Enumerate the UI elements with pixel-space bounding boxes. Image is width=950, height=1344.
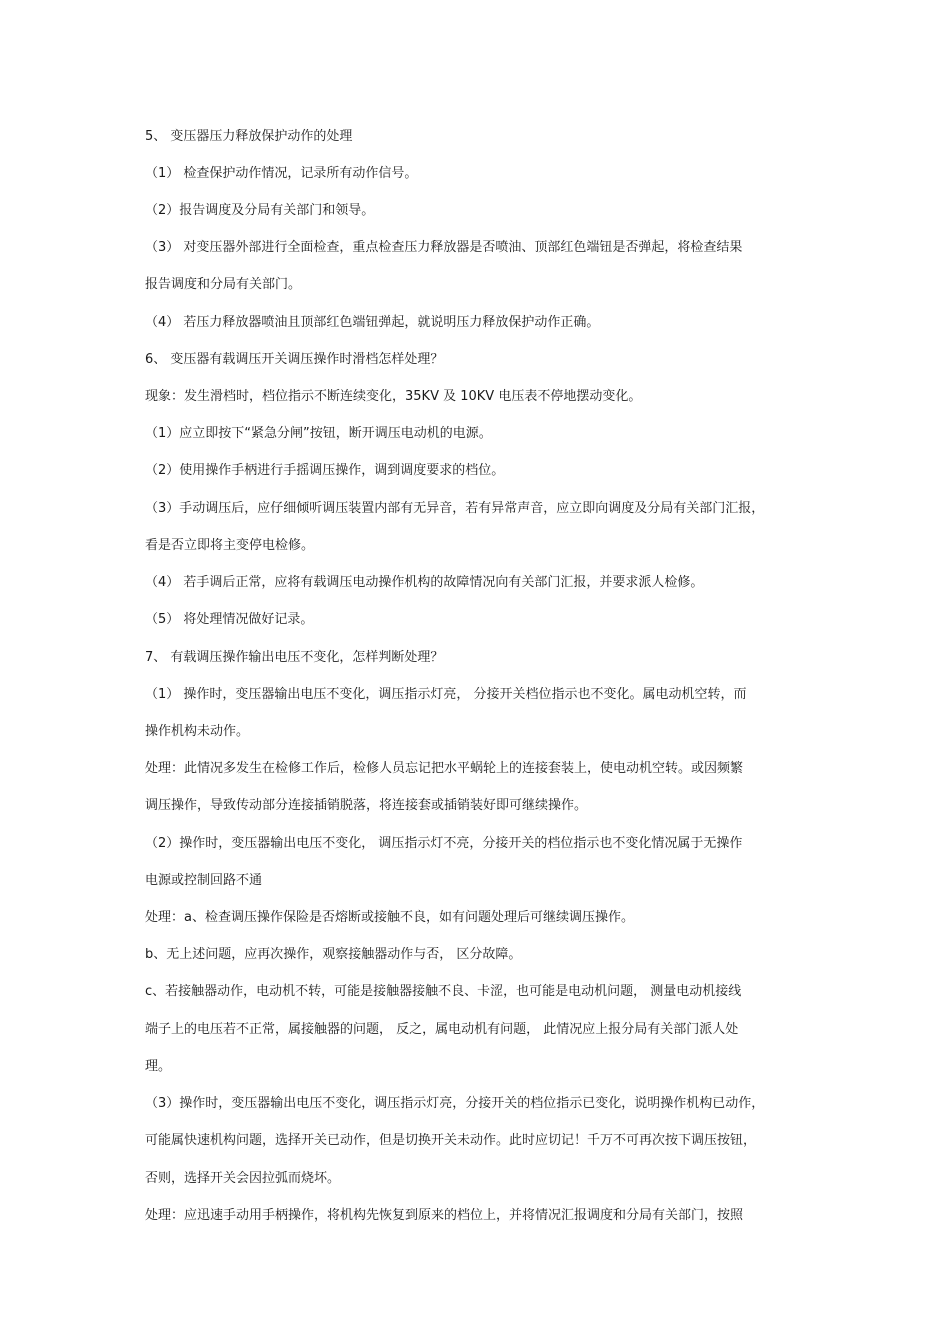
paragraph-line: b、无上述问题，应再次操作，观察接触器动作与否， 区分故障。 bbox=[145, 947, 522, 962]
paragraph-line: 处理：应迅速手动用手柄操作，将机构先恢复到原来的档位上，并将情况汇报调度和分局有关部门，按照 bbox=[145, 1208, 744, 1223]
paragraph-line: 看是否立即将主变停电检修。 bbox=[145, 538, 315, 553]
paragraph-line: 现象：发生滑档时，档位指示不断连续变化，35KV 及 10KV 电压表不停地摆动变化。 bbox=[145, 389, 642, 404]
paragraph-line: 否则，选择开关会因拉弧而烧坏。 bbox=[145, 1171, 341, 1186]
paragraph-line: 处理：此情况多发生在检修工作后，检修人员忘记把水平蜗轮上的连接套装上，使电动机空转。或因频繁 bbox=[145, 761, 744, 776]
paragraph-line: 电源或控制回路不通 bbox=[145, 873, 263, 888]
paragraph-line: 调压操作，导致传动部分连接插销脱落，将连接套或插销装好即可继续操作。 bbox=[145, 798, 588, 813]
paragraph-line: 操作机构未动作。 bbox=[145, 724, 250, 739]
paragraph-line: （2）操作时，变压器输出电压不变化， 调压指示灯不亮，分接开关的档位指示也不变化情况属于无操作 bbox=[145, 836, 743, 851]
paragraph-line: （1） 检查保护动作情况，记录所有动作信号。 bbox=[145, 166, 418, 181]
heading-section-6: 6、 变压器有载调压开关调压操作时滑档怎样处理？ bbox=[145, 352, 444, 367]
paragraph-line: （3）手动调压后，应仔细倾听调压装置内部有无异音，若有异常声音，应立即向调度及分局有关部门汇报， bbox=[145, 501, 765, 516]
paragraph-line: 报告调度和分局有关部门。 bbox=[145, 277, 302, 292]
paragraph-line: c、若接触器动作，电动机不转，可能是接触器接触不良、卡涩，也可能是电动机问题， 测量电动机接线 bbox=[145, 984, 742, 999]
paragraph-line: （4） 若手调后正常，应将有载调压电动操作机构的故障情况向有关部门汇报，并要求派人检修。 bbox=[145, 575, 704, 590]
heading-section-7: 7、 有载调压操作输出电压不变化，怎样判断处理？ bbox=[145, 650, 444, 665]
paragraph-line: （4） 若压力释放器喷油且顶部红色端钮弹起，就说明压力释放保护动作正确。 bbox=[145, 315, 600, 330]
heading-section-5: 5、 变压器压力释放保护动作的处理 bbox=[145, 129, 353, 144]
paragraph-line: （3）操作时，变压器输出电压不变化，调压指示灯亮，分接开关的档位指示已变化，说明操作机构已动作， bbox=[145, 1096, 765, 1111]
paragraph-line: 可能属快速机构问题，选择开关已动作，但是切换开关未动作。此时应切记！千万不可再次按下调压按钮， bbox=[145, 1133, 757, 1148]
paragraph-line: （1） 操作时，变压器输出电压不变化，调压指示灯亮， 分接开关档位指示也不变化。属电动机空转，而 bbox=[145, 687, 747, 702]
paragraph-line: （5） 将处理情况做好记录。 bbox=[145, 612, 314, 627]
paragraph-line: （1）应立即按下“紧急分闸”按钮，断开调压电动机的电源。 bbox=[145, 426, 492, 441]
paragraph-line: 理。 bbox=[145, 1059, 172, 1074]
paragraph-line: 端子上的电压若不正常，属接触器的问题， 反之，属电动机有问题， 此情况应上报分局有关部门派人处 bbox=[145, 1022, 739, 1037]
paragraph-line: 处理：a、检查调压操作保险是否熔断或接触不良，如有问题处理后可继续调压操作。 bbox=[145, 910, 634, 925]
paragraph-line: （2）使用操作手柄进行手摇调压操作，调到调度要求的档位。 bbox=[145, 463, 505, 478]
paragraph-line: （2）报告调度及分局有关部门和领导。 bbox=[145, 203, 375, 218]
paragraph-line: （3） 对变压器外部进行全面检查，重点检查压力释放器是否喷油、顶部红色端钮是否弹起，将检查结果 bbox=[145, 240, 743, 255]
